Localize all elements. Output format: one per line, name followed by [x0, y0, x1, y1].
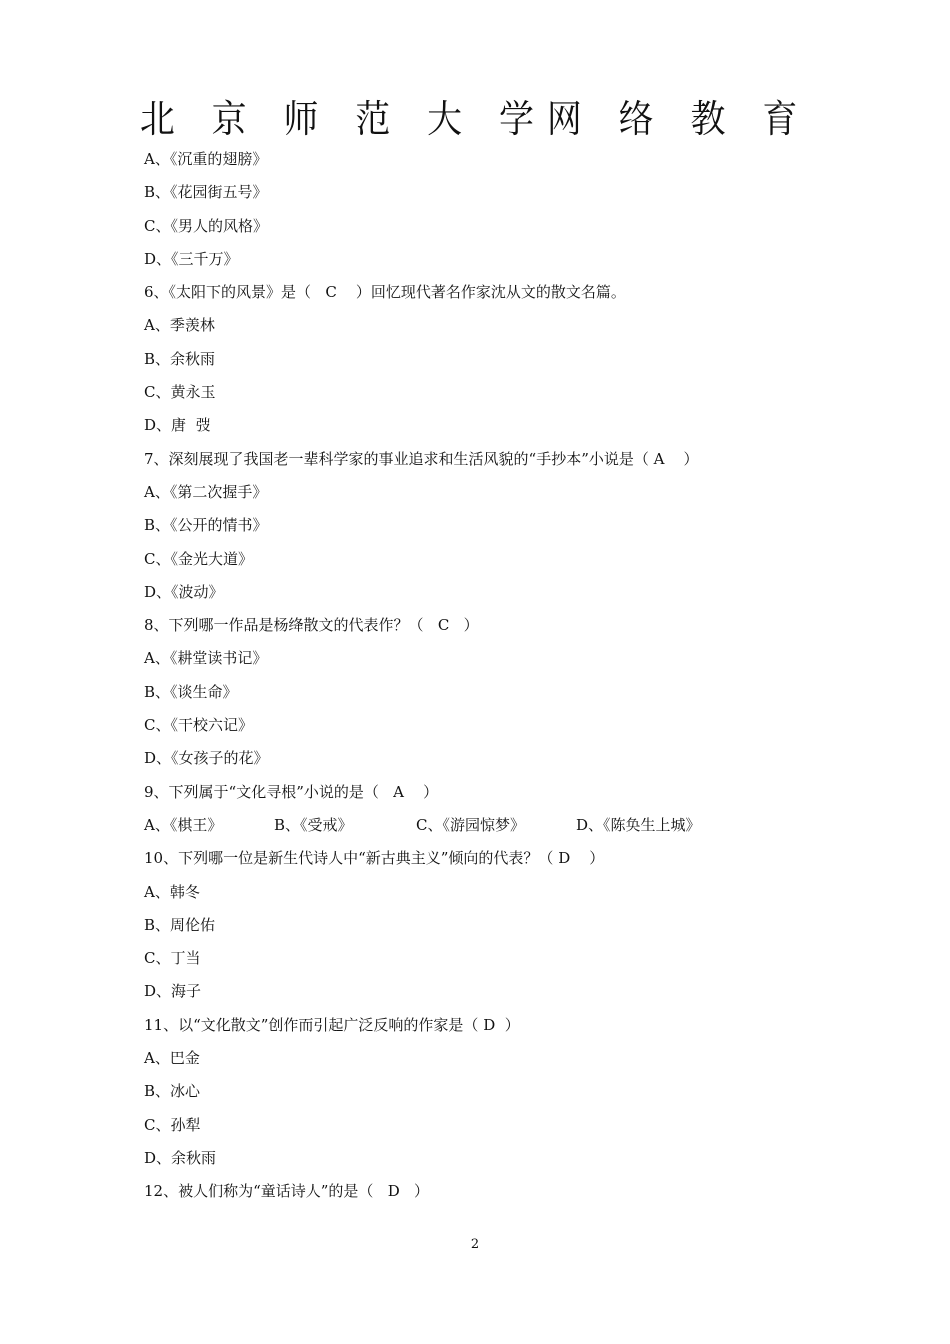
text-line: C、《干校六记》	[144, 716, 253, 735]
text-line: D、《三千万》	[144, 249, 239, 268]
text-line: B、余秋雨	[144, 349, 216, 368]
text-line: D、《波动》	[144, 582, 224, 601]
question-line: 12、被人们称为“童话诗人”的是（ D ）	[144, 1182, 430, 1201]
question-line: 6、《太阳下的风景》是（ C ）回忆现代著名作家沈从文的散文名篇。	[144, 283, 626, 302]
text-line: B、《花园街五号》	[144, 183, 268, 202]
text-line: C、《金光大道》	[144, 549, 253, 568]
text-line: C、《男人的风格》	[144, 216, 268, 235]
text-line: B、周伦佑	[144, 915, 216, 934]
page-header-title: 北 京 师 范 大 学网 络 教 育	[139, 97, 811, 141]
text-line: D、《女孩子的花》	[144, 749, 269, 768]
option-d: D、《陈奂生上城》	[576, 815, 701, 834]
options-row	[144, 812, 844, 845]
option-b: B、《受戒》	[274, 815, 353, 834]
question-line: 10、下列哪一位是新生代诗人中“新古典主义”倾向的代表？（ D ）	[144, 849, 605, 868]
text-line: A、《沉重的翅膀》	[144, 150, 268, 168]
text-line: D、唐 弢	[144, 416, 211, 435]
text-line: D、余秋雨	[144, 1148, 217, 1167]
option-a: A、《棋王》	[144, 815, 223, 834]
text-line: C、孙犁	[144, 1115, 201, 1134]
text-line: C、丁当	[144, 949, 201, 968]
document-body	[144, 146, 844, 1212]
page-number: 2	[470, 1237, 480, 1252]
option-c: C、《游园惊梦》	[416, 815, 525, 834]
text-line: A、《第二次握手》	[144, 482, 268, 501]
question-line: 8、下列哪一作品是杨绛散文的代表作？（ C ）	[144, 616, 479, 635]
question-line: 7、深刻展现了我国老一辈科学家的事业追求和生活风貌的“手抄本”小说是（ A ）	[144, 449, 699, 468]
text-line: A、巴金	[144, 1049, 200, 1068]
text-line: A、季羡林	[144, 316, 215, 335]
text-line: C、黄永玉	[144, 383, 216, 402]
text-line: B、冰心	[144, 1082, 201, 1101]
text-line: A、韩冬	[144, 882, 200, 901]
text-line: D、海子	[144, 982, 202, 1001]
question-line: 11、以“文化散文”创作而引起广泛反响的作家是（ D ）	[144, 1015, 520, 1034]
text-line: B、《公开的情书》	[144, 516, 268, 535]
text-line: A、《耕堂读书记》	[144, 649, 268, 668]
question-line: 9、下列属于“文化寻根”小说的是（ A ）	[144, 782, 439, 801]
text-line: B、《谈生命》	[144, 682, 238, 701]
